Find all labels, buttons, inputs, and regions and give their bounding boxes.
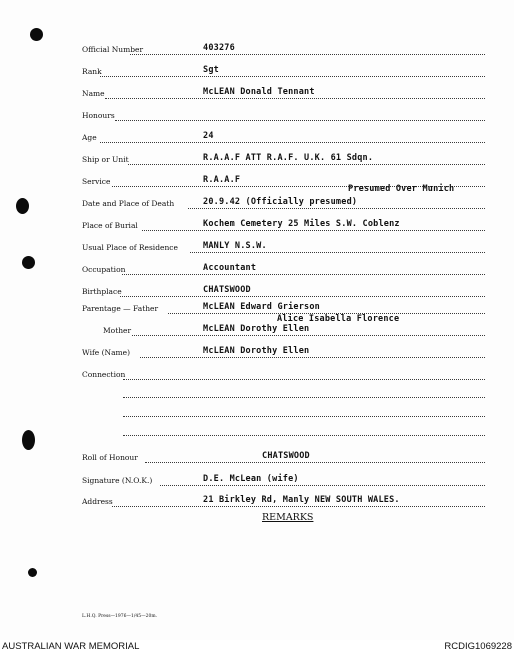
- connection-label: Connection: [82, 370, 126, 379]
- ship-or-unit-value: R.A.A.F ATT R.A.F. U.K. 61 Sdqn.: [203, 153, 374, 163]
- birthplace-line: [120, 296, 485, 297]
- rank-value: Sgt: [203, 65, 219, 75]
- mother-annotation: Alice Isabella Florence: [277, 314, 400, 324]
- punch-hole-top: [30, 28, 43, 41]
- punch-hole-bottom: [28, 568, 37, 577]
- punch-hole-upper: [16, 198, 29, 214]
- address-label: Address: [82, 497, 113, 506]
- service-value: R.A.A.F: [203, 175, 241, 185]
- wife-value: McLEAN Dorothy Ellen: [203, 346, 310, 356]
- remarks-heading: REMARKS: [262, 512, 314, 523]
- roll-of-honour-line: [145, 462, 485, 463]
- residence-line: [190, 252, 485, 253]
- mother-line: [132, 335, 485, 336]
- rank-label: Rank: [82, 67, 102, 76]
- age-label: Age: [82, 133, 97, 142]
- connection-line-1: [123, 379, 485, 380]
- father-label: Parentage — Father: [82, 304, 159, 313]
- wife-line: [140, 357, 485, 358]
- footer-institution: AUSTRALIAN WAR MEMORIAL: [2, 641, 140, 652]
- death-line: [188, 208, 485, 209]
- archive-footer: [0, 640, 514, 654]
- address-line: [112, 506, 485, 507]
- burial-value: Kochem Cemetery 25 Miles S.W. Coblenz: [203, 219, 400, 229]
- burial-line: [142, 230, 485, 231]
- roll-of-honour-label: Roll of Honour: [82, 453, 138, 462]
- occupation-line: [122, 274, 485, 275]
- honours-line: [115, 120, 485, 121]
- honours-label: Honours: [82, 111, 115, 120]
- residence-label: Usual Place of Residence: [82, 243, 178, 252]
- signature-value: D.E. McLean (wife): [203, 474, 299, 484]
- name-line: [105, 98, 485, 99]
- name-value: McLEAN Donald Tennant: [203, 87, 315, 97]
- burial-label: Place of Burial: [82, 221, 138, 230]
- death-label: Date and Place of Death: [82, 199, 175, 208]
- official-number-label: Official Number: [82, 45, 144, 54]
- wife-label: Wife (Name): [82, 348, 131, 357]
- official-number-line: [130, 54, 485, 55]
- death-value: 20.9.42 (Officially presumed): [203, 197, 358, 207]
- name-label: Name: [82, 89, 105, 98]
- mother-label: Mother: [103, 326, 132, 335]
- printer-note: L.H.Q. Press—1976—1/45—20m.: [82, 614, 158, 619]
- ship-or-unit-line: [128, 164, 485, 165]
- signature-line: [160, 485, 485, 486]
- birthplace-value: CHATSWOOD: [203, 285, 251, 295]
- punch-hole-middle: [22, 256, 35, 269]
- connection-line-2: [123, 397, 485, 398]
- roll-of-honour-value: CHATSWOOD: [262, 451, 310, 461]
- occupation-value: Accountant: [203, 263, 257, 273]
- address-value: 21 Birkley Rd, Manly NEW SOUTH WALES.: [203, 495, 400, 505]
- age-line: [100, 142, 485, 143]
- mother-value: McLEAN Dorothy Ellen: [203, 324, 310, 334]
- signature-label: Signature (N.O.K.): [82, 476, 153, 485]
- father-value: McLEAN Edward Grierson: [203, 302, 320, 312]
- official-number-value: 403276: [203, 43, 235, 53]
- residence-value: MANLY N.S.W.: [203, 241, 267, 251]
- punch-hole-lower: [22, 430, 35, 450]
- rank-line: [100, 76, 485, 77]
- birthplace-label: Birthplace: [82, 287, 122, 296]
- service-label: Service: [82, 177, 111, 186]
- connection-line-4: [123, 435, 485, 436]
- age-value: 24: [203, 131, 214, 141]
- occupation-label: Occupation: [82, 265, 126, 274]
- death-annotation: Presumed Over Munich: [348, 184, 455, 194]
- ship-or-unit-label: Ship or Unit: [82, 155, 129, 164]
- connection-line-3: [123, 416, 485, 417]
- footer-record-id: RCDIG1069228: [444, 641, 512, 652]
